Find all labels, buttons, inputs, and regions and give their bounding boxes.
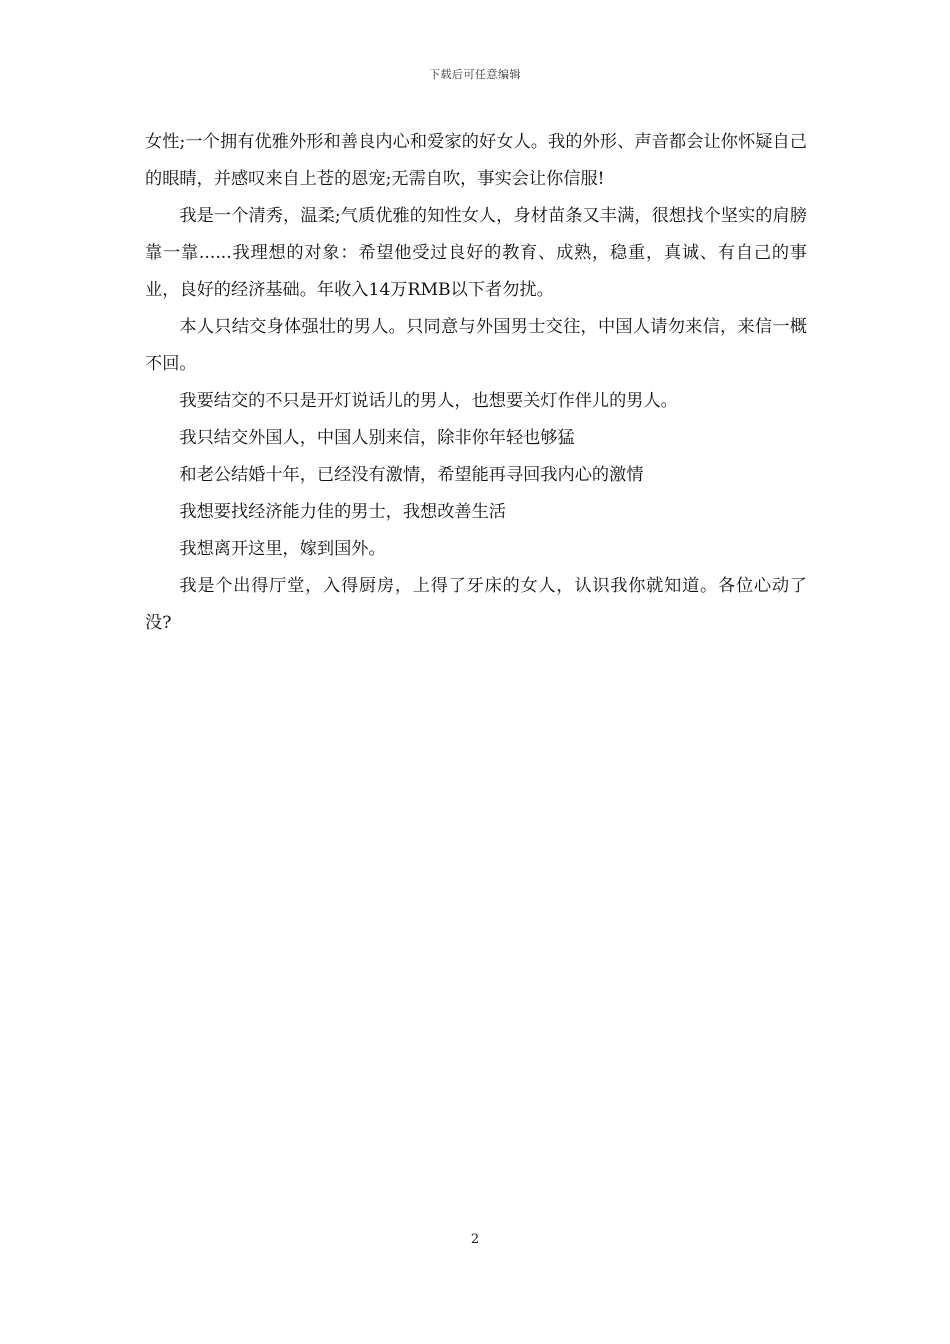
paragraph: 和老公结婚十年，已经没有激情，希望能再寻回我内心的激情	[179, 465, 644, 485]
paragraph: 女性;一个拥有优雅外形和善良内心和爱家的好女人。我的外形、声音都会让你怀疑自己的眼睛，并感叹来自上苍的恩宠;无需自吹，事实会让你信服!	[145, 132, 807, 189]
document-body	[145, 124, 807, 642]
paragraph: 我是个出得厅堂，入得厨房，上得了牙床的女人，认识我你就知道。各位心动了没?	[145, 576, 807, 633]
paragraph: 我是一个清秀，温柔;气质优雅的知性女人，身材苗条又丰满，很想找个坚实的肩膀靠一靠......我理想的对象：希望他受过良好的教育、成熟，稳重，真诚、有自己的事业，良好的经济基础。年收入14万RMB以下者勿扰。	[145, 206, 807, 300]
page-number: 2	[470, 1232, 480, 1247]
paragraph: 我想离开这里，嫁到国外。	[179, 539, 386, 559]
page-header-note: 下载后可任意编辑	[429, 68, 521, 81]
paragraph: 我只结交外国人，中国人别来信，除非你年轻也够猛	[179, 428, 575, 448]
paragraph: 我想要找经济能力佳的男士，我想改善生活	[179, 502, 506, 522]
paragraph: 本人只结交身体强壮的男人。只同意与外国男士交往，中国人请勿来信，来信一概不回。	[145, 317, 807, 374]
paragraph: 我要结交的不只是开灯说话儿的男人，也想要关灯作伴儿的男人。	[179, 391, 678, 411]
